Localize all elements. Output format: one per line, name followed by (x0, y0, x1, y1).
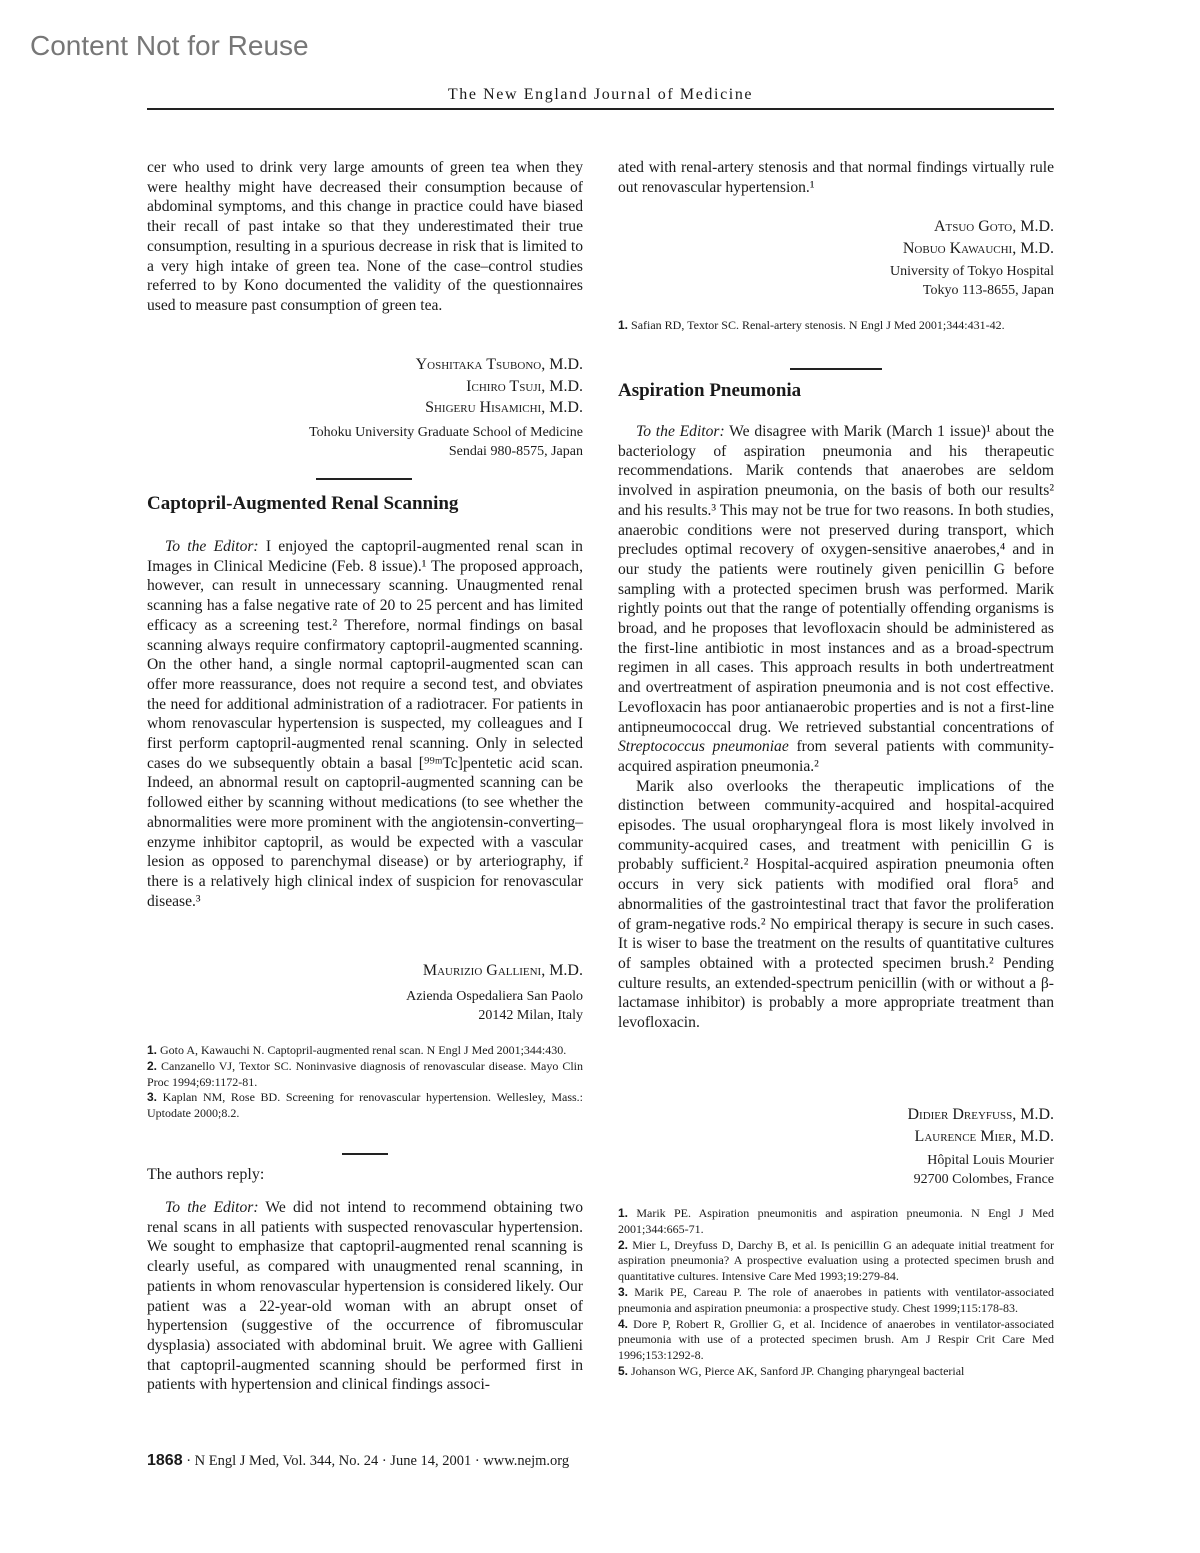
author: Atsuo Goto, M.D. (933, 218, 1054, 235)
signature-block (147, 960, 583, 982)
letter-text: We did not intend to recommend obtaining two renal scans in all patients with suspected renovascular hypertension. We sought to emphasize that captopril-augmented renal scanning is clearly useful, as compared with unaugmented renal scanning, in patients in whom renovascular hypertension is considered likely. Our patient was a 22-year-old woman with an abrupt onset of hypertension (suggestive of the occurrence of fibromuscular dysplasia) associated with abdominal bruit. We agree with Gallieni that captopril-augmented scanning should be performed first in patients with hypertension and clinical findings associ- (147, 1199, 583, 1394)
references (618, 1206, 1054, 1380)
affiliation-line: Azienda Ospedaliera San Paolo (406, 989, 583, 1004)
affiliation-line: University of Tokyo Hospital (889, 264, 1054, 279)
section-divider (790, 368, 882, 370)
author: Didier Dreyfuss, M.D. (907, 1106, 1054, 1123)
author: Maurizio Gallieni, M.D. (422, 962, 583, 979)
page-number: 1868 (147, 1452, 183, 1469)
affiliation-line: 20142 Milan, Italy (478, 1007, 583, 1023)
affiliation-line: Sendai 980-8575, Japan (448, 443, 583, 459)
species-name: Streptococcus pneumoniae (618, 738, 789, 756)
reply (147, 1198, 583, 1395)
affiliation (147, 988, 583, 1025)
letter-lead: To the Editor: (165, 538, 259, 555)
letter-paragraph (147, 537, 583, 911)
author: Yoshitaka Tsubono, M.D. (415, 356, 583, 373)
letter (147, 537, 583, 911)
reference: 5. Johanson WG, Pierce AK, Sanford JP. Changing pharyngeal bacterial (618, 1363, 965, 1378)
watermark: Content Not for Reuse (30, 30, 309, 61)
affiliation-line: Tokyo 113-8655, Japan (922, 282, 1054, 298)
letter-paragraph (618, 422, 1054, 777)
journal-header: The New England Journal of Medicine (447, 86, 754, 103)
affiliation-line: Hôpital Louis Mourier (927, 1153, 1054, 1168)
author: Laurence Mier, M.D. (914, 1127, 1054, 1145)
affiliation-line: 92700 Colombes, France (913, 1171, 1054, 1187)
intro-paragraph: cer who used to drink very large amounts of green tea when they were healthy might have decreased their consumption because of abdominal symptoms, and this change in practice could have biased their recall of past intake so that they underestimated their true consumption, resulting in a spurious decrease in risk that is limited to a very high intake of green tea. None of the case–control studies referred to by Kono documented the validity of the questionnaires used to measure past consumption of green tea. (147, 159, 583, 314)
letter-paragraph: Marik also overlooks the therapeutic implications of the distinction between community-acquired and hospital-acquired episodes. The usual oropharyngeal flora is most likely involved in community-acquired cases, and treatment with penicillin G is probably sufficient.² Hospital-acquired aspiration pneumonia often occurs in very sick patients with modified oral flora⁵ and abnormalities of the gastrointestinal tract that favor the proliferation of gram-negative rods.² No empirical therapy is secure in such cases. It is wiser to base the treatment on the results of quantitative cultures of samples obtained with a protected specimen brush.² Pending culture results, an extended-spectrum penicillin (with or without a β-lactamase inhibitor) is probably a more appropriate treatment than levofloxacin. (618, 777, 1054, 1032)
left-intro (147, 158, 583, 316)
section-divider (342, 1153, 388, 1155)
reference: 1. Safian RD, Textor SC. Renal-artery stenosis. N Engl J Med 2001;344:431-42. (618, 318, 1005, 332)
signature-block (147, 354, 583, 419)
author: Shigeru Hisamichi, M.D. (425, 399, 583, 416)
section-heading: Aspiration Pneumonia (618, 380, 802, 401)
reference: 3. Kaplan NM, Rose BD. Screening for renovascular hypertension. Wellesley, Mass.: Uptodate 2000;8.2. (147, 1090, 584, 1121)
signature-block (618, 216, 1054, 259)
header-rule (147, 108, 1054, 110)
references (618, 318, 1054, 334)
reference: 1. Goto A, Kawauchi N. Captopril-augmented renal scan. N Engl J Med 2001;344:430. (147, 1043, 567, 1057)
letter-text: from several patients with community-acquired aspiration pneumonia.² (618, 738, 1054, 775)
signature-block (618, 1104, 1054, 1147)
affiliation (618, 1152, 1054, 1189)
letter-lead: To the Editor: (636, 423, 725, 440)
reply-label: The authors reply: (147, 1166, 265, 1183)
reference: 2. Mier L, Dreyfuss D, Darchy B, et al. Is penicillin G an adequate initial treatment for aspiration pneumonia? A prospective evaluation using a protected specimen brush and quantitative cultures. Intensive Care Med 1993;19:279-84. (618, 1237, 1055, 1284)
reference: 1. Marik PE. Aspiration pneumonitis and aspiration pneumonia. N Engl J Med 2001;344:665-71. (618, 1206, 1055, 1236)
letter (618, 422, 1054, 1033)
section-heading: Captopril-Augmented Renal Scanning (147, 493, 459, 514)
author: Ichiro Tsuji, M.D. (466, 377, 583, 395)
affiliation (147, 424, 583, 461)
affiliation (618, 263, 1054, 300)
letter-text: We disagree with Marik (March 1 issue)¹ about the bacteriology of aspiration pneumonia and his therapeutic recommendations. Marik contends that anaerobes are seldom involved in aspiration pneumonia, on the basis of both our results² and his results.³ This may not be true for two reasons. In both studies, anaerobic conditions were not preserved during transport, which precludes optimal recovery of oxygen-sensitive anaerobes,⁴ and in our study the patients were routinely given penicillin G before sampling with a protected specimen brush was performed. Marik rightly points out that the range of potentially offending organisms is broad, and he proposes that levofloxacin should be administered as the first-line antibiotic in most instances and as a broad-spectrum regimen in all cases. This approach results in both undertreatment and overtreatment of aspiration pneumonia and is not cost effective. Levofloxacin has poor antianaerobic properties and is not a first-line antipneumococcal drug. We retrieved substantial concentrations of (618, 423, 1054, 736)
affiliation-line: Tohoku University Graduate School of Medicine (309, 425, 583, 440)
citation: · N Engl J Med, Vol. 344, No. 24 · June 14, 2001 · www.nejm.org (182, 1453, 570, 1469)
reply-paragraph (147, 1198, 583, 1395)
page-footer (147, 1452, 569, 1470)
reference: 2. Canzanello VJ, Textor SC. Noninvasive diagnosis of renovascular disease. Mayo Clin Proc 1994;69:1172-81. (147, 1058, 584, 1089)
reference: 4. Dore P, Robert R, Grollier G, et al. Incidence of anaerobes in ventilator-associated pneumonia with use of a protected specimen brush. Am J Respir Crit Care Med 1996;153:1292-8. (618, 1316, 1054, 1363)
letter-lead: To the Editor: (165, 1199, 259, 1216)
section-divider (316, 478, 412, 480)
reference: 3. Marik PE, Careau P. The role of anaerobes in patients with ventilator-associated pneumonia and aspiration pneumonia: a prospective study. Chest 1999;115:178-83. (618, 1284, 1055, 1315)
letter-text: I enjoyed the captopril-augmented renal scan in Images in Clinical Medicine (Feb. 8 issue).¹ The proposed approach, however, can result in unnecessary scanning. Unaugmented renal scanning has a false negative rate of 20 to 25 percent and has limited efficacy as a screening test.² Therefore, normal findings on basal scanning always require confirmatory captopril-augmented scanning. On the other hand, a single normal captopril-augmented scan can offer more reassurance, does not require a second test, and obviates the need for additional administration of a radiotracer. For patients in whom renovascular hypertension is suspected, my colleagues and I first perform captopril-augmented renal scanning. Only in selected cases do we subsequently obtain a basal [⁹⁹ᵐTc]pentetic acid scan. Indeed, an abnormal result on captopril-augmented scanning can be followed either by scanning without medications (to see whether the abnormalities were more prominent with the angiotensin-converting–enzyme inhibitor captopril, as would be expected with a vascular lesion as opposed to parenchymal disease) or by arteriography, if there is a relatively high clinical index of suspicion for renovascular disease.³ (147, 538, 583, 910)
right-intro (618, 158, 1054, 197)
intro-paragraph: ated with renal-artery stenosis and that normal findings virtually rule out renovascular hypertension.¹ (618, 159, 1054, 196)
references (147, 1043, 583, 1122)
author: Nobuo Kawauchi, M.D. (902, 239, 1054, 257)
